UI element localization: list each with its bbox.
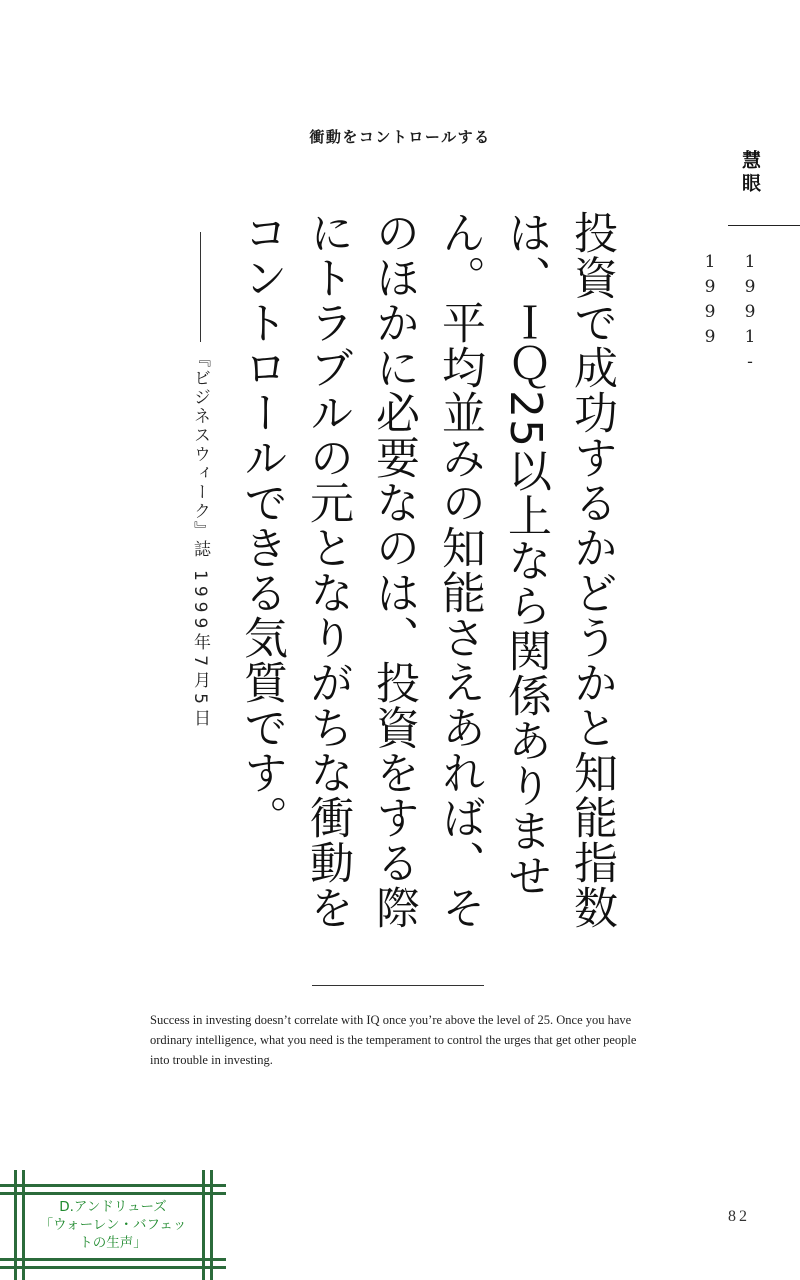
frame-line [0, 1192, 226, 1195]
chapter-divider [728, 225, 800, 226]
attribution-dash [200, 232, 201, 342]
year-range: 1991-1999 [700, 252, 760, 377]
book-credit-text [28, 1198, 198, 1254]
frame-line [0, 1184, 226, 1187]
section-title: 衝動をコントロールする [309, 128, 491, 146]
page-number: 82 [728, 1208, 750, 1225]
quote-source: 『ビジネスウィーク』誌 [190, 350, 210, 559]
frame-line [0, 1266, 226, 1269]
japanese-quote: 投資で成功するかどうかと知能指数は、ＩＱ25以上なら関係ありません。平均並みの知能さえあれば、そのほかに必要なのは、投資をする際にトラブルの元となりがちな衝動をコントロールできる気質です。 [236, 210, 617, 930]
english-quote: Success in investing doesn’t correlate with IQ once you’re above the level of 25. Once you have ordinary intelligence, what you need is the temperament to control the urges that get other people into trouble in investing. [150, 1013, 637, 1067]
book-credit-title-line1: 「ウォーレン・バフェッ [39, 1217, 187, 1233]
chapter-label: 慧眼 [739, 150, 761, 196]
english-divider [312, 985, 484, 986]
frame-line [0, 1258, 226, 1261]
book-credit-badge [0, 1170, 226, 1280]
book-credit-author: D.アンドリューズ [59, 1199, 167, 1215]
book-credit-title-line2: トの生声」 [79, 1235, 147, 1251]
quote-date: 1999年7月5日 [190, 570, 210, 731]
